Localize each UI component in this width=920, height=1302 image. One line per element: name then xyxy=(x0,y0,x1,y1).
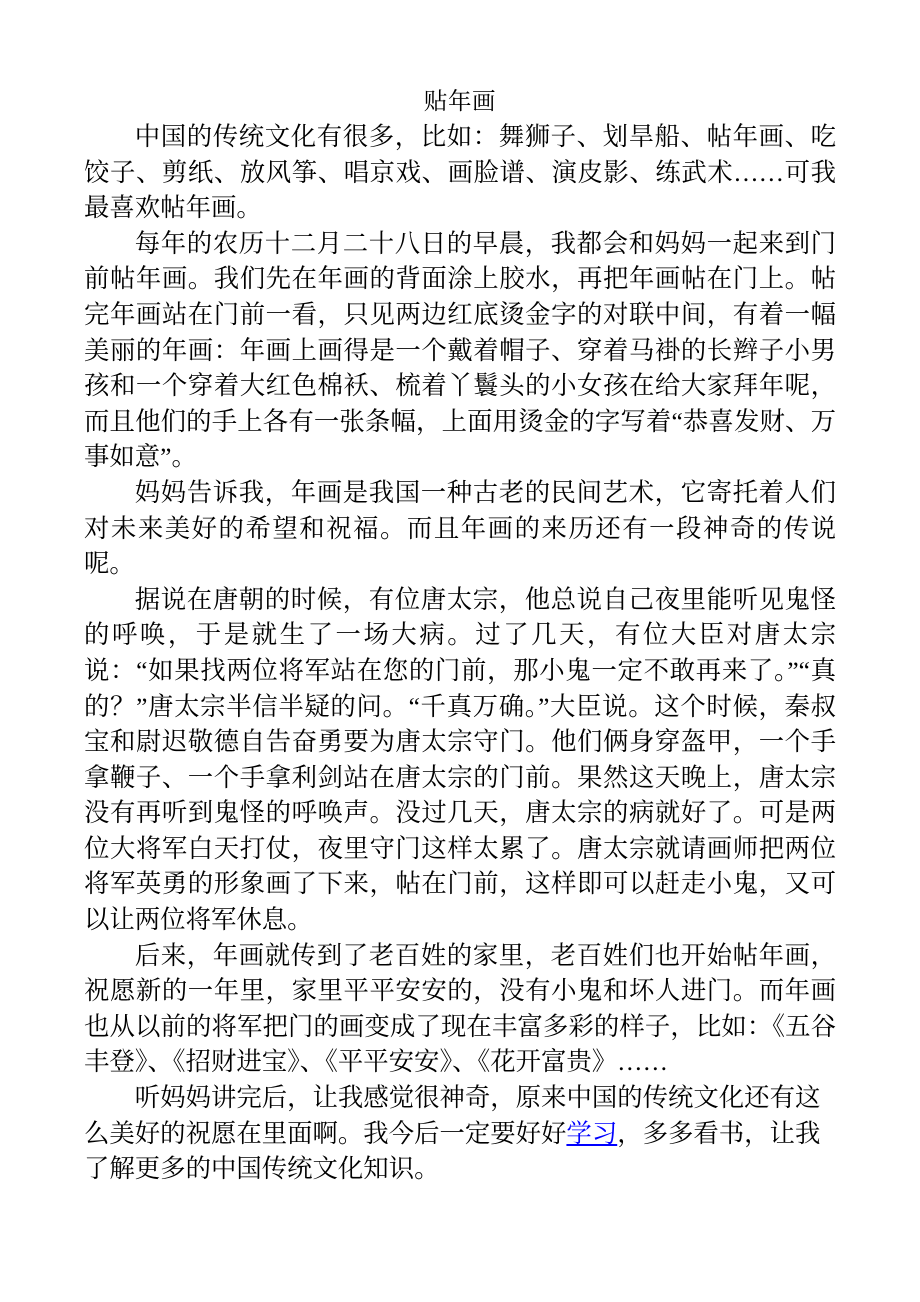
paragraph-2: 每年的农历十二月二十八日的早晨，我都会和妈妈一起来到门前帖年画。我们先在年画的背面涂上胶水，再把年画帖在门上。帖完年画站在门前一看，只见两边红底烫金字的对联中间，有着一幅美丽的年画：年画上画得是一个戴着帽子、穿着马褂的长辫子小男孩和一个穿着大红色棉袄、梳着丫鬟头的小女孩在给大家拜年呢，而且他们的手上各有一张条幅，上面用烫金的字写着“恭喜发财、万事如意”。 xyxy=(84,229,836,472)
study-hyperlink[interactable]: 学习 xyxy=(566,1119,618,1148)
paragraph-6 xyxy=(84,1081,836,1188)
paragraph-6-text-after-link: ，多多看书，让我了解更多的中国传统文化知识。 xyxy=(84,1119,821,1184)
paragraph-1: 中国的传统文化有很多，比如：舞狮子、划旱船、帖年画、吃饺子、剪纸、放风筝、唱京戏、画脸谱、演皮影、练武术……可我最喜欢帖年画。 xyxy=(84,123,836,223)
paragraph-6-text-before-link: 听妈妈讲完后，让我感觉很神奇，原来中国的传统文化还有这么美好的祝愿在里面啊。我今后一定要好好 xyxy=(84,1084,821,1148)
page-title: 贴年画 xyxy=(423,89,497,115)
paragraph-5: 后来，年画就传到了老百姓的家里，老百姓们也开始帖年画，祝愿新的一年里，家里平平安安的，没有小鬼和坏人进门。而年画也从以前的将军把门的画变成了现在丰富多彩的样子，比如：《五谷丰登》、《招财进宝》、《平平安安》、《花开富贵》…… xyxy=(84,941,836,1077)
paragraph-3: 妈妈告诉我，年画是我国一种古老的民间艺术，它寄托着人们对未来美好的希望和祝福。而且年画的来历还有一段神奇的传说呢。 xyxy=(84,478,836,579)
document-body xyxy=(84,84,836,1188)
paragraph-4: 据说在唐朝的时候，有位唐太宗，他总说自己夜里能听见鬼怪的呼唤，于是就生了一场大病。过了几天，有位大臣对唐太宗说：“如果找两位将军站在您的门前，那小鬼一定不敢再来了。”“真的？”唐太宗半信半疑的问。“千真万确。”大臣说。这个时候，秦叔宝和尉迟敬德自告奋勇要为唐太宗守门。他们俩身穿盔甲，一个手拿鞭子、一个手拿利剑站在唐太宗的门前。果然这天晚上，唐太宗没有再听到鬼怪的呼唤声。没过几天，唐太宗的病就好了。可是两位大将军白天打仗，夜里守门这样太累了。唐太宗就请画师把两位将军英勇的形象画了下来，帖在门前，这样即可以赶走小鬼，又可以让两位将军休息。 xyxy=(84,585,836,935)
